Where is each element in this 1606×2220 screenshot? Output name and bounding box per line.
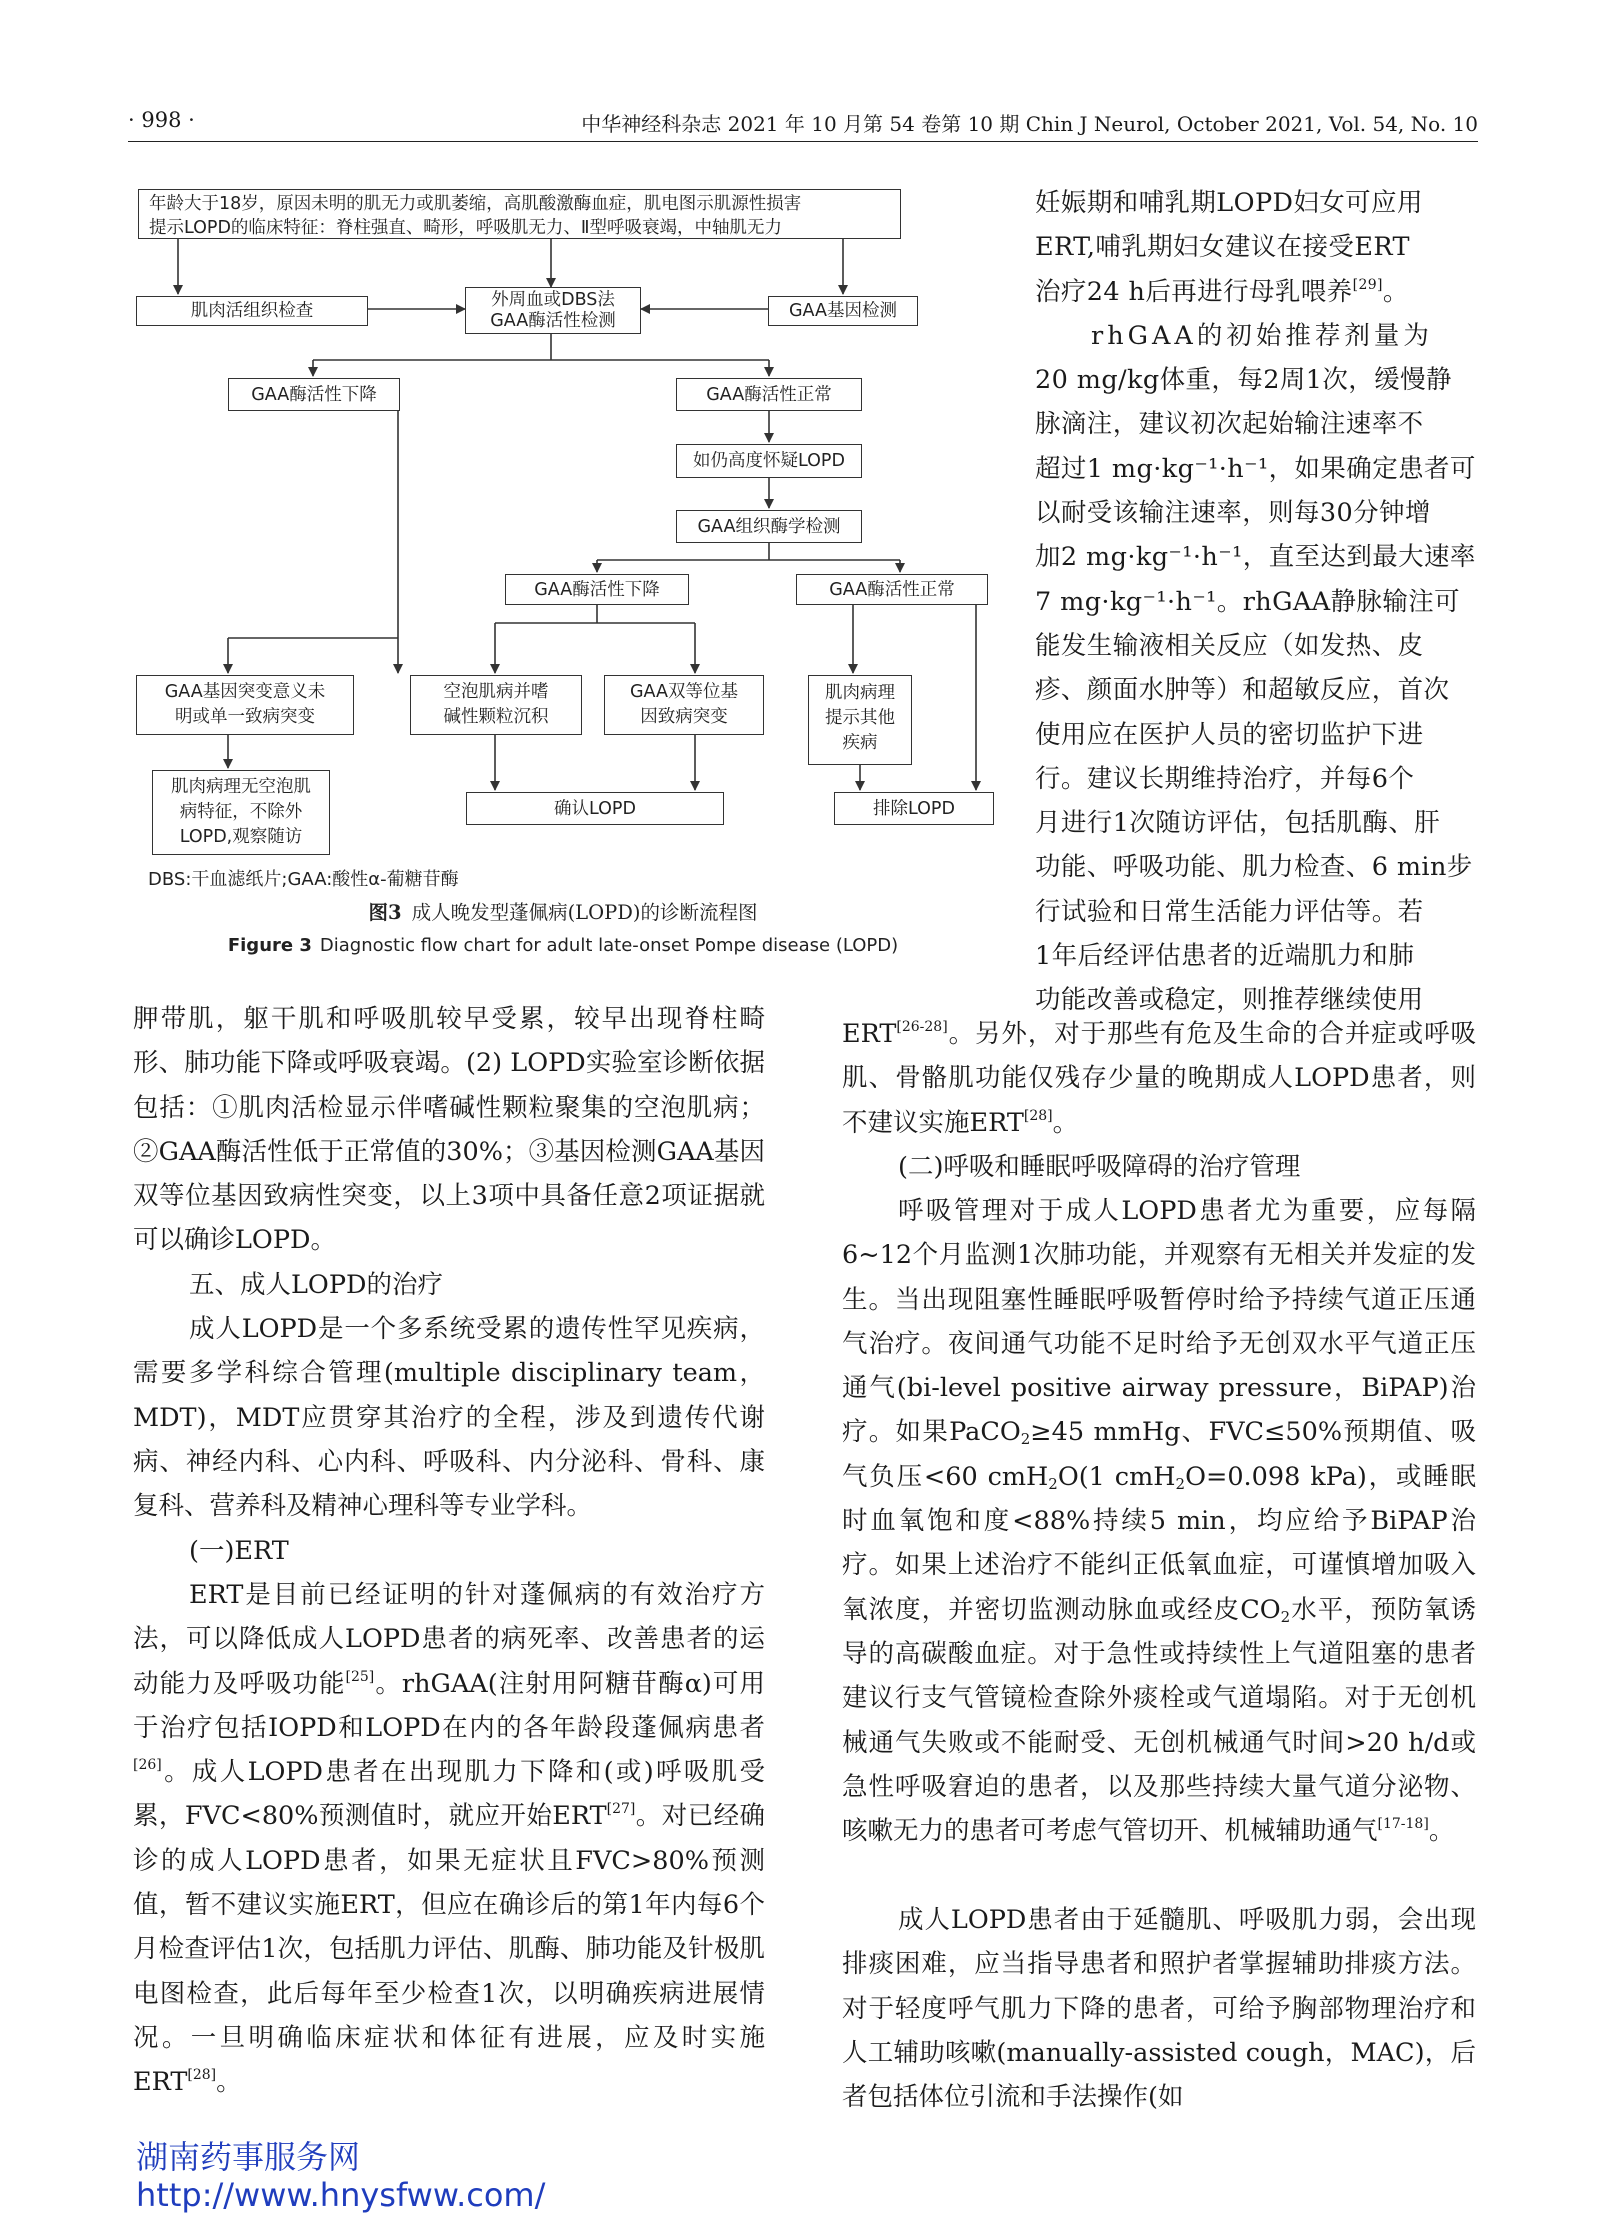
right-top-text: 妊娠期和哺乳期LOPD妇女可应用 ERT,哺乳期妇女建议在接受ERT 治疗24 h后再进行母乳喂养[29]。 rhGAA的初始推荐剂量为 20 mg/kg体重，每2周1次，缓慢静 脉滴注，建议初次起始输注速率不 超过1 mg·kg⁻¹·h⁻¹，如果确定患者可 以耐受该输注速率，则每30分钟增 加2 mg·kg⁻¹·h⁻¹，直至达到最大速率 7 mg·kg⁻¹·h⁻¹。rhGAA静脉输注可 能发生输液相关反应（如发热、皮 疹、颜面水肿等）和超敏反应，首次 使用应在医护人员的密切监护下进 行。建议长期维持治疗，并每6个 月进行1次随访评估，包括肌酶、肝 功能、呼吸功能、肌力检查、6 min步 行试验和日常生活能力评估等。若 1年后经评估患者的近端肌力和肺 功能改善或稳定，则推荐继续使用 [1035,188,1476,1016]
other-disease-box: 肌肉病理 提示其他 疾病 [808,675,912,765]
exclude-lopd-box: 排除LOPD [834,792,994,825]
vacuolar-myopathy-box: 空泡肌病并嗜 碱性颗粒沉积 [410,675,582,735]
criteria-line-2: 提示LOPD的临床特征：脊柱强直、畸形，呼吸肌无力、Ⅱ型呼吸衰竭，中轴肌无力 [149,218,783,238]
enzyme-activity-test-box: 外周血或DBS法 GAA酶活性检测 [465,287,641,334]
right-paragraph-3: 成人LOPD患者由于延髓肌、呼吸肌力弱，会出现排痰困难，应当指导患者和照护者掌握辅助排痰方法。对于轻度呼气肌力下降的患者，可给予胸部物理治疗和人工辅助咳嗽(manually-assisted cough，MAC)，后者包括体位引流和手法操作(如 [842,1905,1476,2113]
criteria-line-1: 年龄大于18岁，原因未明的肌无力或肌萎缩，高肌酸激酶血症，肌电图示肌源性损害 [149,194,802,214]
clinical-criteria-box [138,189,901,239]
gene-vus-box: GAA基因突变意义未 明或单一致病突变 [136,675,354,735]
tissue-enzyme-test-box: GAA组织酶学检测 [676,510,862,543]
left-paragraph-3: ERT是目前已经证明的针对蓬佩病的有效治疗方法，可以降低成人LOPD患者的病死率、改善患者的运动能力及呼吸功能[25]。rhGAA(注射用阿糖苷酶α)可用于治疗包括IOPD和LOPD在内的各年龄段蓬佩病患者[26]。成人LOPD患者在出现肌力下降和(或)呼吸肌受累，FVC<80%预测值时，就应开始ERT[27]。对已经确诊的成人LOPD患者，如果无症状且FVC>80%预测值，暂不建议实施ERT，但应在确诊后的第1年内每6个月检查评估1次，包括肌力评估、肌酶、肺功能及针极肌电图检查，此后每年至少检查1次，以明确疾病进展情况。一旦明确临床症状和体征有进展，应及时实施ERT[28]。 [133,1580,765,2098]
biallelic-mutation-box: GAA双等位基 因致病突变 [604,675,764,735]
section-heading-respiratory: (二)呼吸和睡眠呼吸障碍的治疗管理 [898,1152,1301,1182]
figure-caption-chinese: 图3 成人晚发型蓬佩病(LOPD)的诊断流程图 [368,901,758,924]
watermark [136,2138,545,2214]
tissue-activity-low-box: GAA酶活性下降 [505,574,689,605]
figure-abbreviation-note: DBS:干血滤纸片;GAA:酸性α-葡糖苷酶 [148,869,459,890]
watermark-site-name: 湖南药事服务网 [136,2138,361,2176]
muscle-biopsy-box: 肌肉活组织检查 [136,296,368,326]
flowchart-figure [128,175,998,975]
tissue-activity-normal-box: GAA酶活性正常 [796,574,988,605]
section-heading-treatment: 五、成人LOPD的治疗 [189,1270,443,1300]
journal-citation: 中华神经科杂志 2021 年 10 月第 54 卷第 10 期 Chin J Neurol, October 2021, Vol. 54, No. 10 [581,112,1478,136]
watermark-url[interactable]: http://www.hnysfww.com/ [136,2176,546,2214]
right-paragraph-1: ERT[26-28]。另外，对于那些有危及生命的合并症或呼吸肌、骨骼肌功能仅残存少量的晚期成人LOPD患者，则不建议实施ERT[28]。 [842,1019,1476,1138]
gaa-activity-low-box: GAA酶活性下降 [228,378,400,411]
followup-box: 肌肉病理无空泡肌 病特征，不除外 LOPD,观察随访 [152,770,330,855]
section-heading-ert: (一)ERT [189,1536,289,1566]
gaa-activity-normal-box: GAA酶活性正常 [676,378,862,411]
still-suspect-box: 如仍高度怀疑LOPD [676,444,862,478]
right-paragraph-2: 呼吸管理对于成人LOPD患者尤为重要，应每隔6~12个月监测1次肺功能，并观察有无相关并发症的发生。当出现阻塞性睡眠呼吸暂停时给予持续气道正压通气治疗。夜间通气功能不足时给予无创双水平气道正压通气(bi-level positive airway pressure，BiPAP)治疗。如果PaCO$_2$≥45 mmHg、FVC≤50%预期值、吸气负压<60 cmH$_2$O(1 cmH$_2$O=0.098 kPa)，或睡眠时血氧饱和度<88%持续5 min，均应给予BiPAP治疗。如果上述治疗不能纠正低氧血症，可谨慎增加吸入氧浓度，并密切监测动脉血或经皮$CO_2$水平，预防氧诱导的高碳酸血症。对于急性或持续性上气道阻塞的患者建议行支气管镜检查除外痰栓或气道塌陷。对于无创机械通气失败或不能耐受、无创机械通气时间>20 h/d或急性呼吸窘迫的患者，以及那些持续大量气道分泌物、咳嗽无力的患者可考虑气管切开、机械辅助通气[17-18]。 [842,1196,1477,1847]
left-paragraph-2: 成人LOPD是一个多系统受累的遗传性罕见疾病，需要多学科综合管理(multiple disciplinary team，MDT)，MDT应贯穿其治疗的全程，涉及到遗传代谢病、神经内科、心内科、呼吸科、内分泌科、骨科、康复科、营养科及精神心理科等专业学科。 [133,1314,765,1522]
left-paragraph-1: 胛带肌，躯干肌和呼吸肌较早受累，较早出现脊柱畸形、肺功能下降或呼吸衰竭。(2) LOPD实验室诊断依据包括：①肌肉活检显示伴嗜碱性颗粒聚集的空泡肌病；②GAA酶活性低于正常值的30%；③基因检测GAA基因双等位基因致病性突变，以上3项中具备任意2项证据就可以确诊LOPD。 [133,1004,765,1256]
figure-caption-english: Figure 3 Diagnostic flow chart for adult late-onset Pompe disease (LOPD) [227,935,899,956]
gaa-gene-test-box: GAA基因检测 [768,296,918,326]
confirm-lopd-box: 确认LOPD [466,792,724,825]
page-number: · 998 · [128,108,195,132]
running-header [128,108,1478,142]
